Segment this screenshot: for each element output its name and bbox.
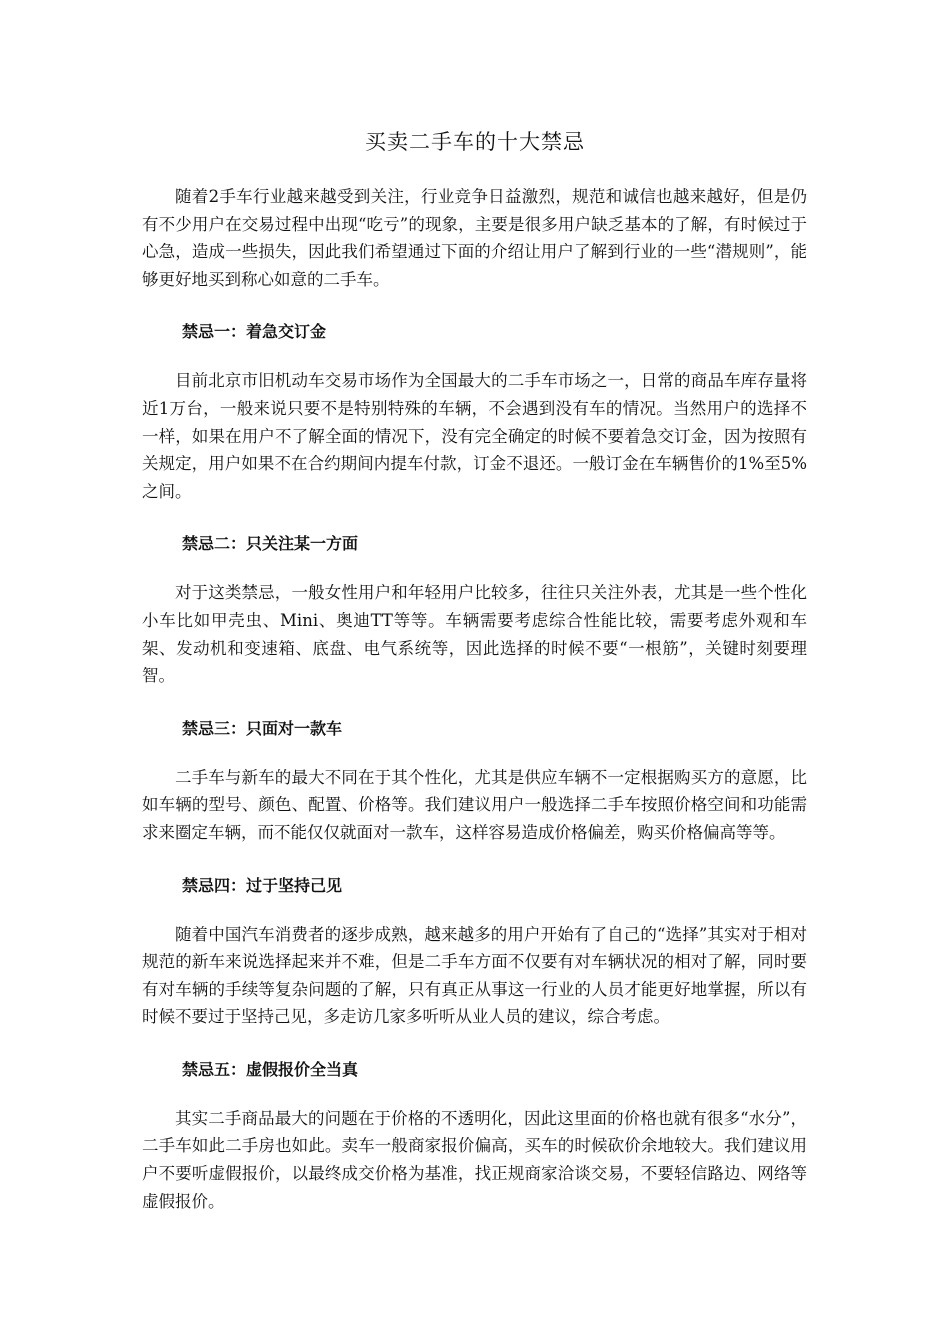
section-paragraph-2: 对于这类禁忌，一般女性用户和年轻用户比较多，往往只关注外表，尤其是一些个性化小车比如甲壳虫、Mini、奥迪TT等等。车辆需要考虑综合性能比较，需要考虑外观和车架、发动机和变速箱、底盘、电气系统等，因此选择的时候不要“一根筋”，关键时刻要理智。 <box>142 583 807 686</box>
section-paragraph-4: 随着中国汽车消费者的逐步成熟，越来越多的用户开始有了自己的“选择”其实对于相对规范的新车来说选择起来并不难，但是二手车方面不仅要有对车辆状况的相对了解，同时要有对车辆的手续等复杂问题的了解，只有真正从事这一行业的人员才能更好地掌握，所以有时候不要过于坚持己见，多走访几家多听听从业人员的建议，综合考虑。 <box>142 924 807 1027</box>
section-heading-3: 禁忌三：只面对一款车 <box>182 718 343 738</box>
section-heading-2: 禁忌二：只关注某一方面 <box>182 534 359 554</box>
section-heading-4: 禁忌四：过于坚持己见 <box>182 875 343 895</box>
intro-paragraph: 随着2手车行业越来越受到关注，行业竞争日益激烈，规范和诚信也越来越好，但是仍有不少用户在交易过程中出现“吃亏”的现象，主要是很多用户缺乏基本的了解，有时候过于心急，造成一些损失，因此我们希望通过下面的介绍让用户了解到行业的一些“潜规则”，能够更好地买到称心如意的二手车。 <box>142 187 807 289</box>
document-body <box>142 183 807 1242</box>
section-paragraph-5: 其实二手商品最大的问题在于价格的不透明化，因此这里面的价格也就有很多“水分”，二手车如此二手房也如此。卖车一般商家报价偏高，买车的时候砍价余地较大。我们建议用户不要听虚假报价，以最终成交价格为基准，找正规商家洽谈交易，不要轻信路边、网络等虚假报价。 <box>142 1108 807 1211</box>
section-heading-5: 禁忌五：虚假报价全当真 <box>182 1059 359 1079</box>
document-title: 买卖二手车的十大禁忌 <box>365 130 585 154</box>
section-paragraph-3: 二手车与新车的最大不同在于其个性化，尤其是供应车辆不一定根据购买方的意愿，比如车辆的型号、颜色、配置、价格等。我们建议用户一般选择二手车按照价格空间和功能需求来圈定车辆，而不能仅仅就面对一款车，这样容易造成价格偏差，购买价格偏高等等。 <box>142 767 807 842</box>
section-paragraph-1: 目前北京市旧机动车交易市场作为全国最大的二手车市场之一，日常的商品车库存量将近1万台，一般来说只要不是特别特殊的车辆，不会遇到没有车的情况。当然用户的选择不一样，如果在用户不了解全面的情况下，没有完全确定的时候不要着急交订金，因为按照有关规定，用户如果不在合约期间内提车付款，订金不退还。一般订金在车辆售价的1%至5%之间。 <box>142 371 807 501</box>
section-heading-1: 禁忌一：着急交订金 <box>182 322 327 342</box>
